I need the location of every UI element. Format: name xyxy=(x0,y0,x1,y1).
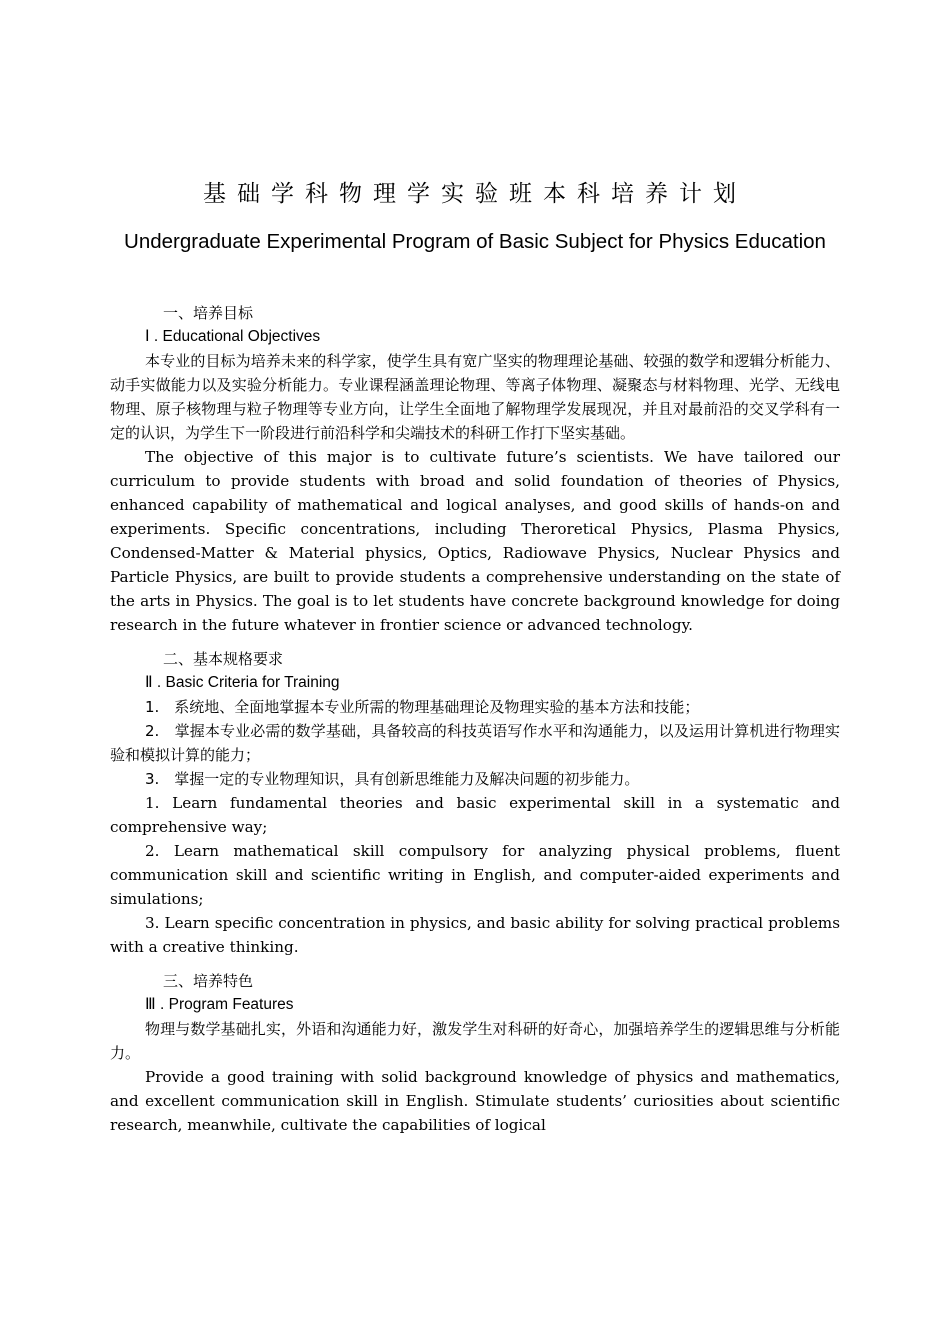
document-title-english: Undergraduate Experimental Program of Basic Subject for Physics Education xyxy=(124,230,826,253)
document-body xyxy=(110,301,840,1137)
document-title-chinese: 基础学科物理学实验班本科培养计划 xyxy=(203,181,747,207)
criteria-item-chinese: 1. 系统地、全面地掌握本专业所需的物理基础理论及物理实验的基本方法和技能； xyxy=(145,698,700,716)
section-1-paragraph-english: The objective of this major is to cultivate future’s scientists. We have tailored our curriculum to provide students with broad and solid foundation of theories of Physics, enhanced capability of mathematical and logical analyses, and good skills of hands-on and experiments. Specific concentrations, including Theroretical Physics, Plasma Physics, Condensed-Matter & Material physics, Optics, Radiowave Physics, Nuclear Physics and Particle Physics, are built to provide students a comprehensive understanding on the state of the arts in Physics. The goal is to let students have concrete background knowledge for doing research in the future whatever in frontier science or advanced technology. xyxy=(110,448,840,634)
section-2-heading-english: Ⅱ . Basic Criteria for Training xyxy=(145,674,340,691)
section-1-heading-chinese: 一、培养目标 xyxy=(163,304,254,322)
criteria-item-english: 1. Learn fundamental theories and basic experimental skill in a systematic and comprehensive way; xyxy=(110,794,840,836)
criteria-item-english: 3. Learn specific concentration in physics, and basic ability for solving practical problems with a creative thinking. xyxy=(110,914,840,956)
section-1-paragraph-chinese: 本专业的目标为培养未来的科学家，使学生具有宽广坚实的物理理论基础、较强的数学和逻辑分析能力、动手实做能力以及实验分析能力。专业课程涵盖理论物理、等离子体物理、凝聚态与材料物理、光学、无线电物理、原子核物理与粒子物理等专业方向，让学生全面地了解物理学发展现况，并且对最前沿的交叉学科有一定的认识，为学生下一阶段进行前沿科学和尖端技术的科研工作打下坚实基础。 xyxy=(110,352,840,442)
section-1-heading-english: Ⅰ . Educational Objectives xyxy=(145,328,321,345)
criteria-item-english: 2. Learn mathematical skill compulsory for analyzing physical problems, fluent communication skill and scientific writing in English, and computer-aided experiments and simulations; xyxy=(110,842,840,908)
section-2-heading-chinese: 二、基本规格要求 xyxy=(163,650,284,668)
criteria-item-chinese: 3. 掌握一定的专业物理知识，具有创新思维能力及解决问题的初步能力。 xyxy=(145,770,640,788)
section-3-paragraph-chinese: 物理与数学基础扎实，外语和沟通能力好，激发学生对科研的好奇心，加强培养学生的逻辑思维与分析能力。 xyxy=(110,1020,840,1062)
section-3-paragraph-english: Provide a good training with solid background knowledge of physics and mathematics, and excellent communication skill in English. Stimulate students’ curiosities about scientific research, meanwhile, cultivate the capabilities of logical xyxy=(110,1068,840,1134)
criteria-item-chinese: 2. 掌握本专业必需的数学基础，具备较高的科技英语写作水平和沟通能力，以及运用计算机进行物理实验和模拟计算的能力； xyxy=(110,722,840,764)
section-3-heading-english: Ⅲ . Program Features xyxy=(145,996,294,1013)
section-3-heading-chinese: 三、培养特色 xyxy=(163,972,254,990)
